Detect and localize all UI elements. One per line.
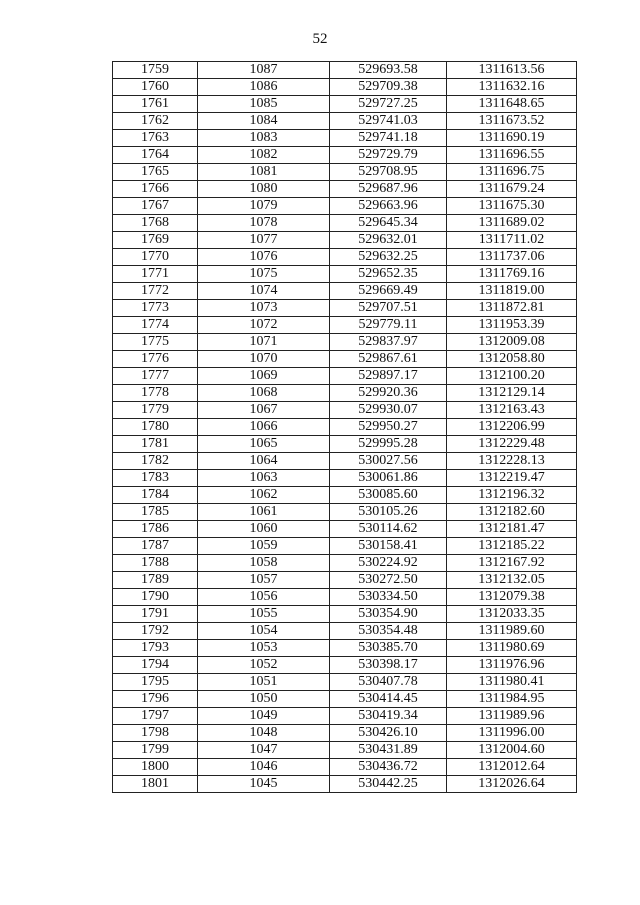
point-number-cell: 1764 (113, 147, 198, 164)
x-coordinate-cell: 529897.17 (330, 368, 447, 385)
y-coordinate-cell: 1311953.39 (447, 317, 577, 334)
y-coordinate-cell: 1311696.55 (447, 147, 577, 164)
reference-number-cell: 1052 (198, 657, 330, 674)
table-row (113, 589, 577, 606)
y-coordinate-cell: 1312012.64 (447, 759, 577, 776)
x-coordinate-cell: 529930.07 (330, 402, 447, 419)
y-coordinate-cell: 1311711.02 (447, 232, 577, 249)
x-coordinate-cell: 530407.78 (330, 674, 447, 691)
x-coordinate-cell: 530224.92 (330, 555, 447, 572)
reference-number-cell: 1084 (198, 113, 330, 130)
reference-number-cell: 1071 (198, 334, 330, 351)
point-number-cell: 1785 (113, 504, 198, 521)
table-row (113, 300, 577, 317)
reference-number-cell: 1086 (198, 79, 330, 96)
point-number-cell: 1790 (113, 589, 198, 606)
x-coordinate-cell: 529687.96 (330, 181, 447, 198)
table-row (113, 623, 577, 640)
point-number-cell: 1793 (113, 640, 198, 657)
table-row (113, 708, 577, 725)
reference-number-cell: 1064 (198, 453, 330, 470)
x-coordinate-cell: 529950.27 (330, 419, 447, 436)
table-row (113, 674, 577, 691)
y-coordinate-cell: 1312196.32 (447, 487, 577, 504)
point-number-cell: 1763 (113, 130, 198, 147)
table-row (113, 555, 577, 572)
point-number-cell: 1768 (113, 215, 198, 232)
x-coordinate-cell: 529709.38 (330, 79, 447, 96)
y-coordinate-cell: 1312228.13 (447, 453, 577, 470)
y-coordinate-cell: 1311673.52 (447, 113, 577, 130)
point-number-cell: 1771 (113, 266, 198, 283)
reference-number-cell: 1050 (198, 691, 330, 708)
reference-number-cell: 1081 (198, 164, 330, 181)
point-number-cell: 1783 (113, 470, 198, 487)
point-number-cell: 1759 (113, 62, 198, 79)
x-coordinate-cell: 530061.86 (330, 470, 447, 487)
point-number-cell: 1780 (113, 419, 198, 436)
point-number-cell: 1801 (113, 776, 198, 793)
table-row (113, 487, 577, 504)
reference-number-cell: 1087 (198, 62, 330, 79)
point-number-cell: 1796 (113, 691, 198, 708)
y-coordinate-cell: 1312181.47 (447, 521, 577, 538)
x-coordinate-cell: 530426.10 (330, 725, 447, 742)
x-coordinate-cell: 530085.60 (330, 487, 447, 504)
point-number-cell: 1769 (113, 232, 198, 249)
table-row (113, 334, 577, 351)
point-number-cell: 1775 (113, 334, 198, 351)
table-row (113, 147, 577, 164)
x-coordinate-cell: 529632.01 (330, 232, 447, 249)
reference-number-cell: 1049 (198, 708, 330, 725)
table-row (113, 385, 577, 402)
y-coordinate-cell: 1311689.02 (447, 215, 577, 232)
table-row (113, 436, 577, 453)
y-coordinate-cell: 1311737.06 (447, 249, 577, 266)
reference-number-cell: 1066 (198, 419, 330, 436)
x-coordinate-cell: 530158.41 (330, 538, 447, 555)
y-coordinate-cell: 1312163.43 (447, 402, 577, 419)
table-row (113, 776, 577, 793)
x-coordinate-cell: 529727.25 (330, 96, 447, 113)
coordinates-table (112, 61, 577, 793)
y-coordinate-cell: 1311679.24 (447, 181, 577, 198)
y-coordinate-cell: 1312229.48 (447, 436, 577, 453)
table-row (113, 249, 577, 266)
table-row (113, 538, 577, 555)
x-coordinate-cell: 530272.50 (330, 572, 447, 589)
x-coordinate-cell: 529729.79 (330, 147, 447, 164)
y-coordinate-cell: 1311996.00 (447, 725, 577, 742)
reference-number-cell: 1072 (198, 317, 330, 334)
table-row (113, 470, 577, 487)
point-number-cell: 1774 (113, 317, 198, 334)
table-row (113, 419, 577, 436)
reference-number-cell: 1054 (198, 623, 330, 640)
x-coordinate-cell: 530354.48 (330, 623, 447, 640)
reference-number-cell: 1058 (198, 555, 330, 572)
y-coordinate-cell: 1312167.92 (447, 555, 577, 572)
table-row (113, 640, 577, 657)
reference-number-cell: 1074 (198, 283, 330, 300)
point-number-cell: 1762 (113, 113, 198, 130)
y-coordinate-cell: 1311980.41 (447, 674, 577, 691)
x-coordinate-cell: 530027.56 (330, 453, 447, 470)
reference-number-cell: 1055 (198, 606, 330, 623)
y-coordinate-cell: 1311819.00 (447, 283, 577, 300)
point-number-cell: 1788 (113, 555, 198, 572)
table-row (113, 215, 577, 232)
x-coordinate-cell: 529652.35 (330, 266, 447, 283)
x-coordinate-cell: 529663.96 (330, 198, 447, 215)
x-coordinate-cell: 530419.34 (330, 708, 447, 725)
x-coordinate-cell: 529741.18 (330, 130, 447, 147)
table-row (113, 368, 577, 385)
y-coordinate-cell: 1312009.08 (447, 334, 577, 351)
point-number-cell: 1795 (113, 674, 198, 691)
table-row (113, 759, 577, 776)
y-coordinate-cell: 1311984.95 (447, 691, 577, 708)
point-number-cell: 1773 (113, 300, 198, 317)
reference-number-cell: 1085 (198, 96, 330, 113)
y-coordinate-cell: 1311632.16 (447, 79, 577, 96)
x-coordinate-cell: 529693.58 (330, 62, 447, 79)
y-coordinate-cell: 1312219.47 (447, 470, 577, 487)
reference-number-cell: 1075 (198, 266, 330, 283)
y-coordinate-cell: 1311613.56 (447, 62, 577, 79)
reference-number-cell: 1053 (198, 640, 330, 657)
y-coordinate-cell: 1312026.64 (447, 776, 577, 793)
reference-number-cell: 1061 (198, 504, 330, 521)
reference-number-cell: 1051 (198, 674, 330, 691)
x-coordinate-cell: 529741.03 (330, 113, 447, 130)
table-row (113, 232, 577, 249)
x-coordinate-cell: 529837.97 (330, 334, 447, 351)
y-coordinate-cell: 1312058.80 (447, 351, 577, 368)
x-coordinate-cell: 530414.45 (330, 691, 447, 708)
reference-number-cell: 1045 (198, 776, 330, 793)
table-row (113, 402, 577, 419)
point-number-cell: 1767 (113, 198, 198, 215)
table-row (113, 62, 577, 79)
x-coordinate-cell: 529632.25 (330, 249, 447, 266)
reference-number-cell: 1063 (198, 470, 330, 487)
point-number-cell: 1781 (113, 436, 198, 453)
y-coordinate-cell: 1312129.14 (447, 385, 577, 402)
point-number-cell: 1794 (113, 657, 198, 674)
point-number-cell: 1798 (113, 725, 198, 742)
reference-number-cell: 1056 (198, 589, 330, 606)
table-row (113, 453, 577, 470)
point-number-cell: 1782 (113, 453, 198, 470)
point-number-cell: 1777 (113, 368, 198, 385)
point-number-cell: 1786 (113, 521, 198, 538)
point-number-cell: 1784 (113, 487, 198, 504)
y-coordinate-cell: 1311696.75 (447, 164, 577, 181)
reference-number-cell: 1057 (198, 572, 330, 589)
table-row (113, 351, 577, 368)
point-number-cell: 1779 (113, 402, 198, 419)
reference-number-cell: 1079 (198, 198, 330, 215)
y-coordinate-cell: 1312206.99 (447, 419, 577, 436)
x-coordinate-cell: 530431.89 (330, 742, 447, 759)
point-number-cell: 1776 (113, 351, 198, 368)
table-row (113, 657, 577, 674)
point-number-cell: 1765 (113, 164, 198, 181)
y-coordinate-cell: 1312079.38 (447, 589, 577, 606)
table-row (113, 266, 577, 283)
x-coordinate-cell: 530385.70 (330, 640, 447, 657)
y-coordinate-cell: 1311769.16 (447, 266, 577, 283)
reference-number-cell: 1078 (198, 215, 330, 232)
page-number: 52 (312, 31, 328, 47)
y-coordinate-cell: 1311989.60 (447, 623, 577, 640)
x-coordinate-cell: 530436.72 (330, 759, 447, 776)
point-number-cell: 1797 (113, 708, 198, 725)
y-coordinate-cell: 1311648.65 (447, 96, 577, 113)
x-coordinate-cell: 529920.36 (330, 385, 447, 402)
x-coordinate-cell: 529708.95 (330, 164, 447, 181)
point-number-cell: 1800 (113, 759, 198, 776)
y-coordinate-cell: 1311872.81 (447, 300, 577, 317)
x-coordinate-cell: 530442.25 (330, 776, 447, 793)
x-coordinate-cell: 530398.17 (330, 657, 447, 674)
y-coordinate-cell: 1312132.05 (447, 572, 577, 589)
y-coordinate-cell: 1311980.69 (447, 640, 577, 657)
table-row (113, 113, 577, 130)
x-coordinate-cell: 529707.51 (330, 300, 447, 317)
y-coordinate-cell: 1311989.96 (447, 708, 577, 725)
y-coordinate-cell: 1311690.19 (447, 130, 577, 147)
y-coordinate-cell: 1312033.35 (447, 606, 577, 623)
table-row (113, 96, 577, 113)
x-coordinate-cell: 529995.28 (330, 436, 447, 453)
table-row (113, 691, 577, 708)
table-row (113, 742, 577, 759)
table-row (113, 181, 577, 198)
reference-number-cell: 1062 (198, 487, 330, 504)
table-row (113, 164, 577, 181)
table-row (113, 317, 577, 334)
table-row (113, 283, 577, 300)
y-coordinate-cell: 1312182.60 (447, 504, 577, 521)
table-row (113, 572, 577, 589)
table-row (113, 725, 577, 742)
reference-number-cell: 1080 (198, 181, 330, 198)
reference-number-cell: 1070 (198, 351, 330, 368)
point-number-cell: 1799 (113, 742, 198, 759)
y-coordinate-cell: 1312004.60 (447, 742, 577, 759)
point-number-cell: 1761 (113, 96, 198, 113)
table-row (113, 130, 577, 147)
table-row (113, 79, 577, 96)
x-coordinate-cell: 530114.62 (330, 521, 447, 538)
table-row (113, 198, 577, 215)
point-number-cell: 1789 (113, 572, 198, 589)
y-coordinate-cell: 1311976.96 (447, 657, 577, 674)
x-coordinate-cell: 529645.34 (330, 215, 447, 232)
reference-number-cell: 1059 (198, 538, 330, 555)
x-coordinate-cell: 530334.50 (330, 589, 447, 606)
x-coordinate-cell: 529669.49 (330, 283, 447, 300)
reference-number-cell: 1065 (198, 436, 330, 453)
reference-number-cell: 1067 (198, 402, 330, 419)
table-row (113, 504, 577, 521)
reference-number-cell: 1047 (198, 742, 330, 759)
reference-number-cell: 1082 (198, 147, 330, 164)
coordinates-table-body (113, 62, 577, 793)
table-row (113, 606, 577, 623)
x-coordinate-cell: 530354.90 (330, 606, 447, 623)
reference-number-cell: 1077 (198, 232, 330, 249)
x-coordinate-cell: 529779.11 (330, 317, 447, 334)
x-coordinate-cell: 529867.61 (330, 351, 447, 368)
point-number-cell: 1770 (113, 249, 198, 266)
reference-number-cell: 1048 (198, 725, 330, 742)
point-number-cell: 1791 (113, 606, 198, 623)
y-coordinate-cell: 1312100.20 (447, 368, 577, 385)
reference-number-cell: 1073 (198, 300, 330, 317)
point-number-cell: 1792 (113, 623, 198, 640)
point-number-cell: 1760 (113, 79, 198, 96)
point-number-cell: 1778 (113, 385, 198, 402)
y-coordinate-cell: 1312185.22 (447, 538, 577, 555)
point-number-cell: 1787 (113, 538, 198, 555)
reference-number-cell: 1083 (198, 130, 330, 147)
point-number-cell: 1766 (113, 181, 198, 198)
reference-number-cell: 1068 (198, 385, 330, 402)
reference-number-cell: 1076 (198, 249, 330, 266)
table-row (113, 521, 577, 538)
x-coordinate-cell: 530105.26 (330, 504, 447, 521)
point-number-cell: 1772 (113, 283, 198, 300)
reference-number-cell: 1060 (198, 521, 330, 538)
reference-number-cell: 1046 (198, 759, 330, 776)
reference-number-cell: 1069 (198, 368, 330, 385)
y-coordinate-cell: 1311675.30 (447, 198, 577, 215)
